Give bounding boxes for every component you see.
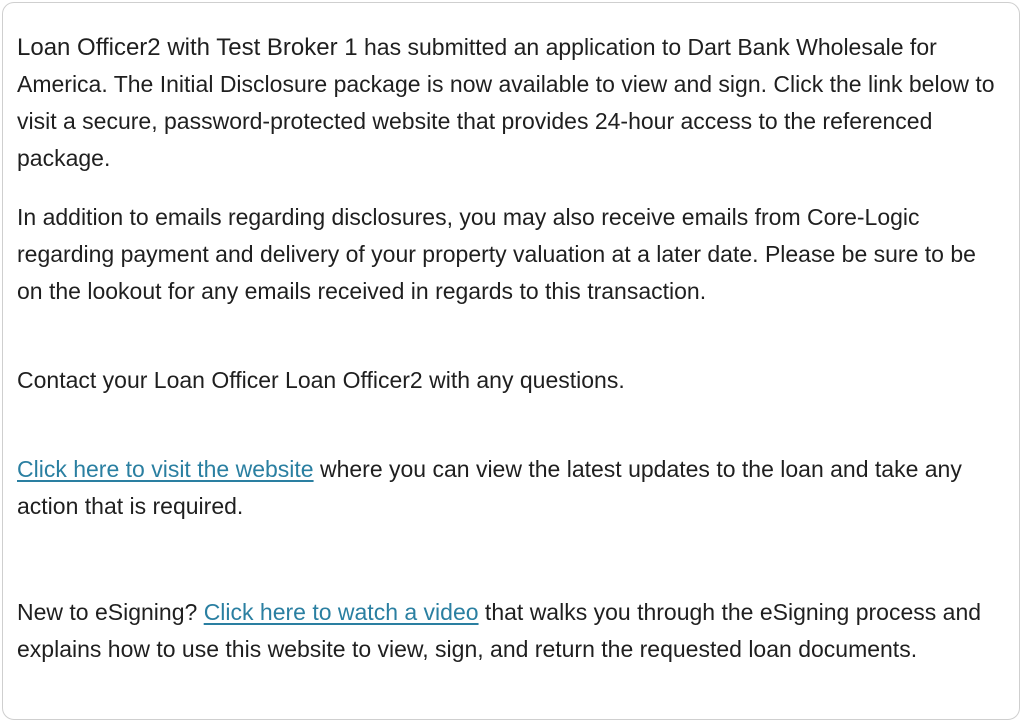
email-body bbox=[17, 29, 1002, 668]
corelogic-paragraph: In addition to emails regarding disclosures, you may also receive emails from Core-Logic regarding payment and delivery of your property valuation at a later date. Please be sure to be on the lookout for any emails received in regards to this transaction. bbox=[17, 204, 976, 304]
email-frame bbox=[2, 2, 1020, 720]
contact-paragraph: Contact your Loan Officer Loan Officer2 with any questions. bbox=[17, 367, 625, 393]
sender-name: Loan Officer2 with Test Broker 1 bbox=[17, 34, 358, 61]
visit-website-link[interactable]: Click here to visit the website bbox=[17, 456, 314, 482]
website-paragraph bbox=[17, 451, 1002, 525]
esigning-text: that walks you through the eSigning process and explains how to use this website to view, sign, and return the requested loan documents. bbox=[17, 599, 982, 662]
esigning-prefix: New to eSigning? bbox=[17, 599, 204, 625]
esigning-paragraph bbox=[17, 594, 1002, 668]
intro-paragraph bbox=[17, 29, 1002, 177]
intro-text: has submitted an application to Dart Bank Wholesale for America. The Initial Disclosure package is now available to view and sign. Click the link below to visit a secure, password-protected website that provides 24-hour access to the referenced package. bbox=[17, 34, 995, 171]
website-text: where you can view the latest updates to the loan and take any action that is required. bbox=[17, 456, 962, 519]
watch-video-link[interactable]: Click here to watch a video bbox=[203, 599, 479, 625]
